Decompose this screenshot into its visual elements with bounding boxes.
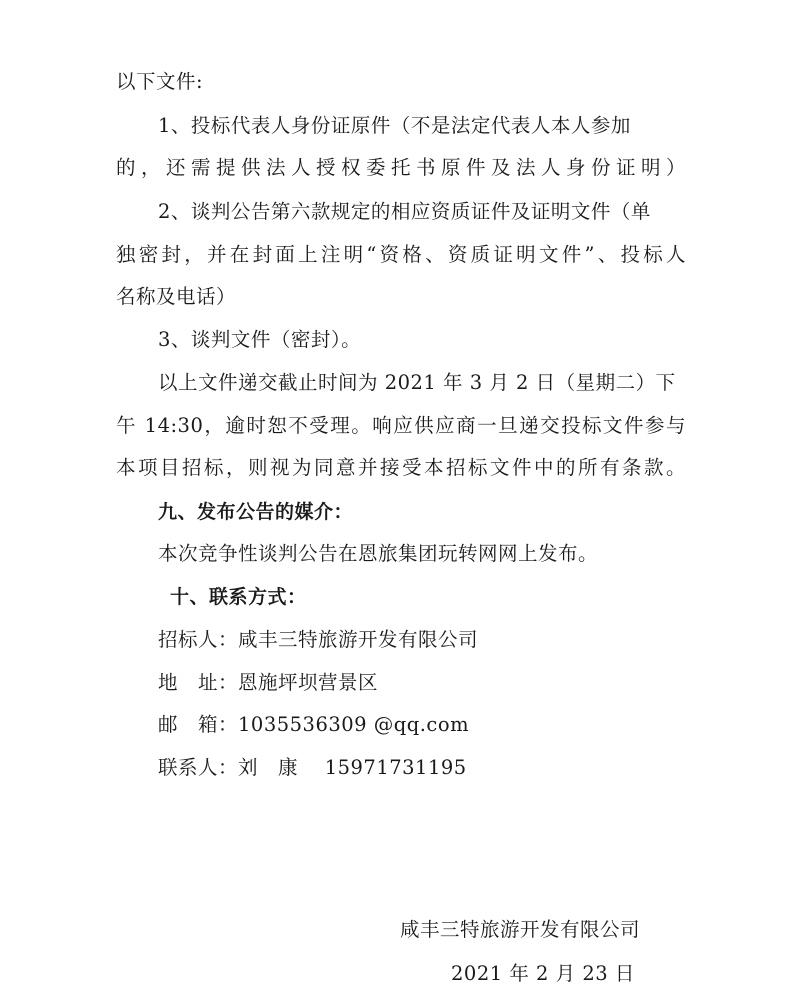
deadline-line-1: 以上文件递交截止时间为 2021 年 3 月 2 日（星期二）下 [158, 371, 676, 394]
contact-address: 地 址：恩施坪坝营景区 [158, 671, 379, 694]
item-2-line-3: 名称及电话） [116, 285, 237, 308]
deadline-line-3: 本项目招标，则视为同意并接受本招标文件中的所有条款。 [116, 456, 686, 479]
signature-company: 咸丰三特旅游开发有限公司 [400, 918, 641, 941]
item-1-line-2: 的，还需提供法人授权委托书原件及法人身份证明） [116, 156, 686, 179]
intro-line: 以下文件: [116, 70, 204, 93]
contact-person: 联系人：刘 康 15971731195 [158, 756, 467, 779]
section-10-title: 十、联系方式： [170, 586, 307, 608]
contact-email: 邮 箱：1035536309 @qq.com [158, 713, 470, 736]
contact-tenderer: 招标人：咸丰三特旅游开发有限公司 [158, 628, 479, 651]
deadline-line-2: 午 14:30，逾时恕不受理。响应供应商一旦递交投标文件参与 [116, 414, 686, 437]
item-3-line: 3、谈判文件（密封）。 [158, 328, 362, 351]
section-9-body: 本次竞争性谈判公告在恩旅集团玩转网网上发布。 [158, 542, 599, 565]
item-2-line-1: 2、谈判公告第六款规定的相应资质证件及证明文件（单 [158, 200, 651, 223]
item-1-line-1: 1、投标代表人身份证原件（不是法定代表人本人参加 [158, 114, 631, 137]
section-9-title: 九、发布公告的媒介： [158, 501, 354, 523]
signature-date: 2021 年 2 月 23 日 [451, 962, 635, 985]
item-2-line-2: 独密封，并在封面上注明“资格、资质证明文件”、投标人 [116, 243, 686, 266]
